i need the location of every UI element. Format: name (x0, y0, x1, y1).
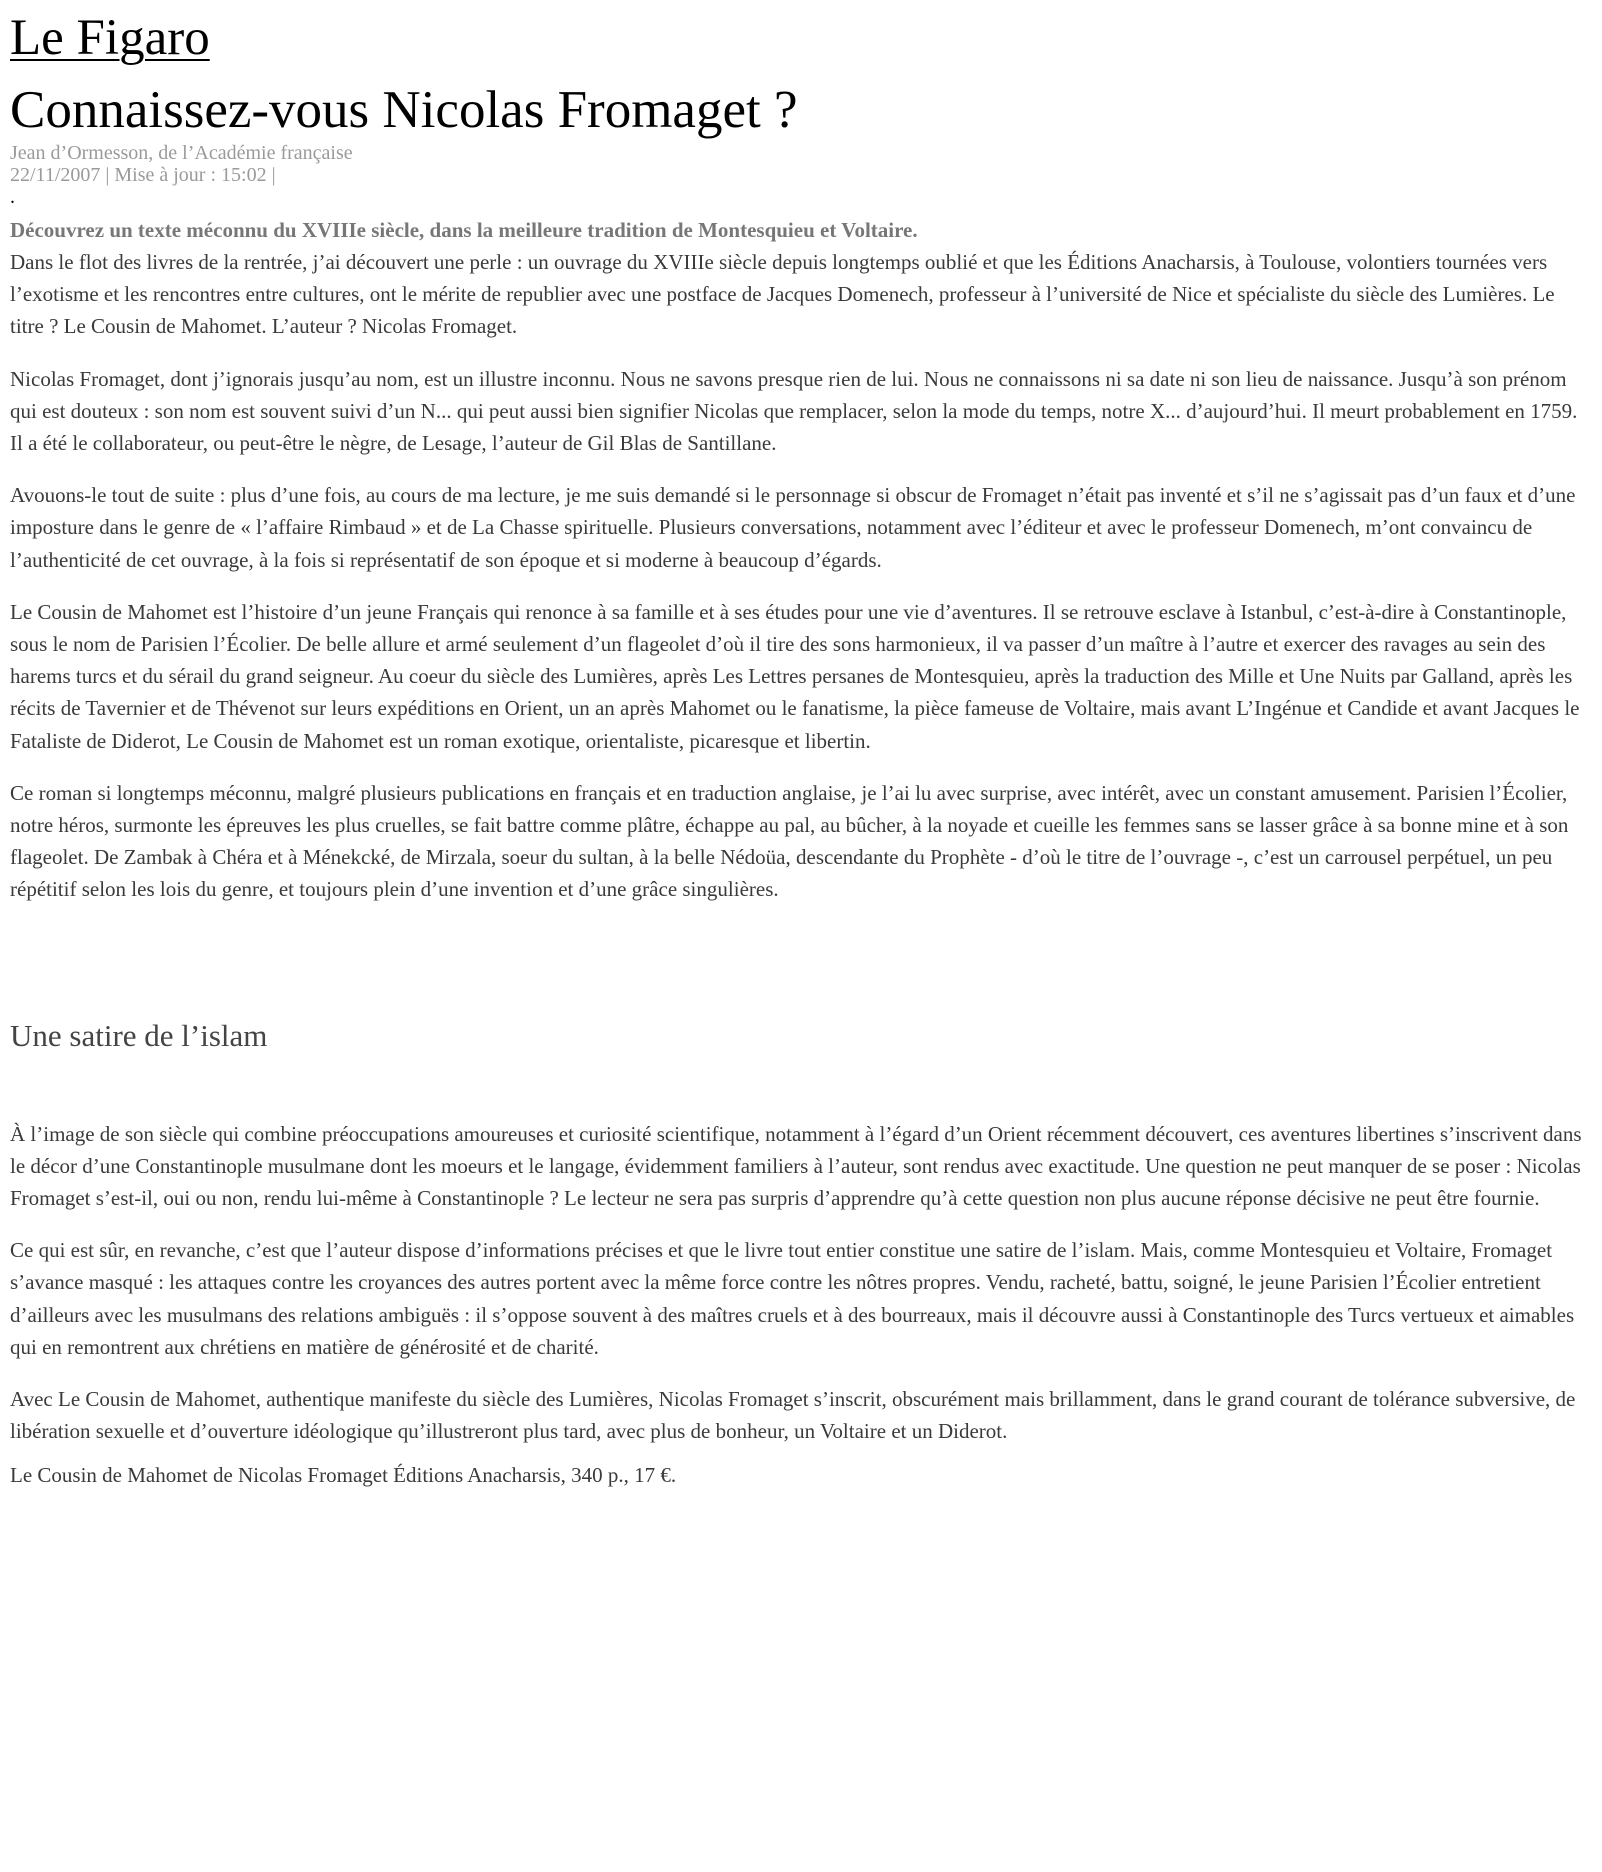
section-subheading: Une satire de l’islam (10, 1017, 268, 1053)
section-spacer (10, 926, 1592, 1016)
body-paragraph: Nicolas Fromaget, dont j’ignorais jusqu’au nom, est un illustre inconnu. Nous ne savons presque rien de lui. Nous ne connaissons ni sa date ni son lieu de naissance. Jusqu’à son prénom qui est douteux : son nom est souvent suivi d’un N... qui peut aussi bien signifier Nicolas que remplacer, selon la mode du temps, notre X... d’aujourd’hui. Il meurt probablement en 1759. Il a été le collaborateur, ou peut-être le nègre, de Lesage, l’auteur de Gil Blas de Santillane. (10, 366, 1578, 456)
masthead-link[interactable]: Le Figaro (10, 10, 210, 66)
article-title: Connaissez-vous Nicolas Fromaget ? (10, 81, 798, 139)
body-paragraph: Ce roman si longtemps méconnu, malgré plusieurs publications en français et en traduction anglaise, je l’ai lu avec surprise, avec intérêt, avec un constant amusement. Parisien l’Écolier, notre héros, surmonte les épreuves les plus cruelles, se fait battre comme plâtre, échappe au pal, au bûcher, à la noyade et cueille les femmes sans se lasser grâce à sa bonne mine et à son flageolet. De Zambak à Chéra et à Ménekcké, de Mirzala, soeur du sultan, à la belle Nédoüa, descendante du Prophète - d’où le titre de l’ouvrage -, c’est un carrousel perpétuel, un peu répétitif selon les lois du genre, et toujours plein d’une invention et d’une grâce singulières. (10, 780, 1569, 902)
body-paragraph: Dans le flot des livres de la rentrée, j’ai découvert une perle : un ouvrage du XVIIIe siècle depuis longtemps oublié et que les Éditions Anacharsis, à Toulouse, volontiers tournées vers l’exotisme et les rencontres entre cultures, ont le mérite de republier avec une postface de Jacques Domenech, professeur à l’université de Nice et spécialiste du siècle des Lumières. Le titre ? Le Cousin de Mahomet. L’auteur ? Nicolas Fromaget. (10, 250, 1555, 339)
article-body-section-2 (10, 1118, 1592, 1492)
article-lead: Découvrez un texte méconnu du XVIIIe siècle, dans la meilleure tradition de Montesquieu et Voltaire. (10, 218, 918, 242)
article-author: Jean d’Ormesson, de l’Académie française (10, 142, 353, 164)
section-spacer (10, 1056, 1592, 1118)
body-paragraph: Avouons-le tout de suite : plus d’une fois, au cours de ma lecture, je me suis demandé si le personnage si obscur de Fromaget n’était pas inventé et s’il ne s’agissait pas d’un faux et d’une imposture dans le genre de « l’affaire Rimbaud » et de La Chasse spirituelle. Plusieurs conversations, notamment avec l’éditeur et avec le professeur Domenech, m’ont convaincu de l’authenticité de cet ouvrage, à la fois si représentatif de son époque et si moderne à beaucoup d’égards. (10, 483, 1576, 572)
book-credit: Le Cousin de Mahomet de Nicolas Fromaget Éditions Anacharsis, 340 p., 17 €. (10, 1463, 677, 1488)
body-paragraph: Ce qui est sûr, en revanche, c’est que l’auteur dispose d’informations précises et que le livre tout entier constitue une satire de l’islam. Mais, comme Montesquieu et Voltaire, Fromaget s’avance masqué : les attaques contre les croyances des autres portent avec la même force contre les nôtres propres. Vendu, racheté, battu, soigné, le jeune Parisien l’Écolier entretient d’ailleurs avec les musulmans des relations ambiguës : il s’oppose souvent à des maîtres cruels et à des bourreaux, mais il découvre aussi à Constantinople des Turcs vertueux et aimables qui en remontrent aux chrétiens en matière de générosité et de charité. (10, 1238, 1575, 1359)
body-paragraph: Avec Le Cousin de Mahomet, authentique manifeste du siècle des Lumières, Nicolas Fromaget s’inscrit, obscurément mais brillamment, dans le grand courant de tolérance subversive, de libération sexuelle et d’ouverture idéologique qu’illustreront plus tard, avec plus de bonheur, un Voltaire et un Diderot. (10, 1387, 1576, 1444)
body-paragraph: À l’image de son siècle qui combine préoccupations amoureuses et curiosité scientifique, notamment à l’égard d’un Orient récemment découvert, ces aventures libertines s’inscrivent dans le décor d’une Constantinople musulmane dont les moeurs et le langage, évidemment familiers à l’auteur, sont rendus avec exactitude. Une question ne peut manquer de se poser : Nicolas Fromaget s’est-il, oui ou non, rendu lui-même à Constantinople ? Le lecteur ne sera pas surpris d’apprendre qu’à cette question non plus aucune réponse décisive ne peut être fournie. (10, 1121, 1582, 1211)
separator-dot: . (10, 186, 15, 208)
masthead-container (10, 0, 1592, 78)
article-body (10, 246, 1592, 906)
body-paragraph: Le Cousin de Mahomet est l’histoire d’un jeune Français qui renonce à sa famille et à ses études pour une vie d’aventures. Il se retrouve esclave à Istanbul, c’est-à-dire à Constantinople, sous le nom de Parisien l’Écolier. De belle allure et armé seulement d’un flageolet d’où il tire des sons harmonieux, il va passer d’un maître à l’autre et exercer des ravages au sein des harems turcs et du sérail du grand seigneur. Au coeur du siècle des Lumières, après Les Lettres persanes de Montesquieu, après la traduction des Mille et Une Nuits par Galland, après les récits de Tavernier et de Thévenot sur leurs expéditions en Orient, un an après Mahomet ou le fanatisme, la pièce fameuse de Voltaire, mais avant L’Ingénue et Candide et avant Jacques le Fataliste de Diderot, Le Cousin de Mahomet est un roman exotique, orientaliste, picaresque et libertin. (10, 599, 1580, 753)
article-dateline: 22/11/2007 | Mise à jour : 15:02 | (10, 164, 276, 186)
